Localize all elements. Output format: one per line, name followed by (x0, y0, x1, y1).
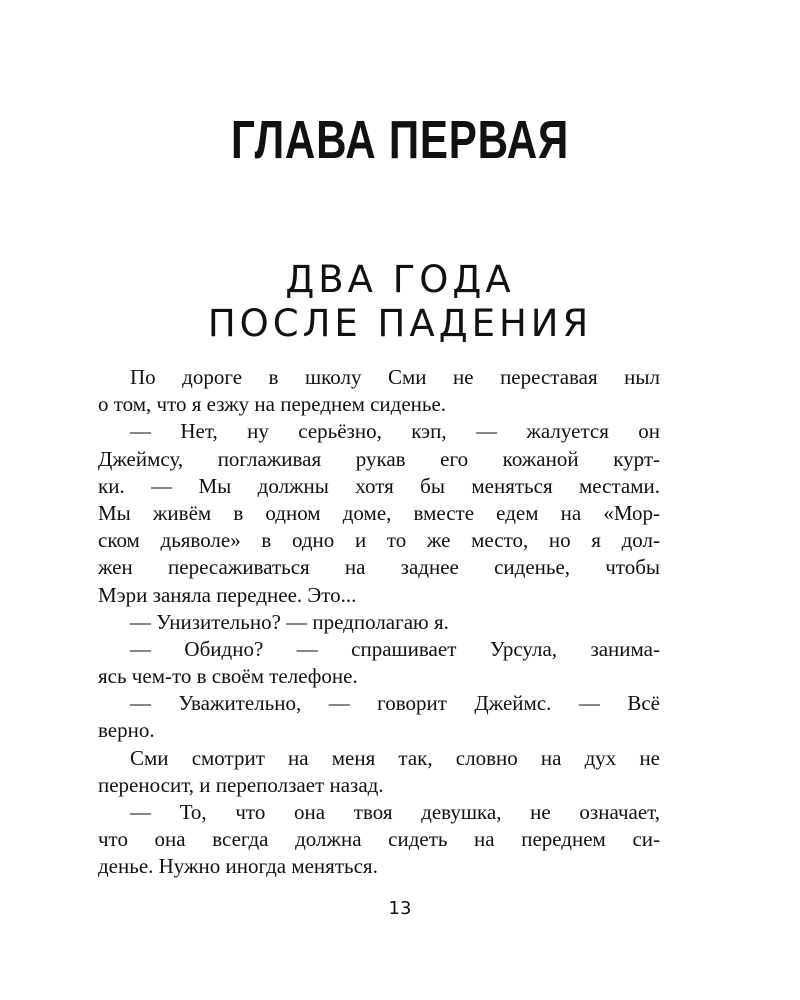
text-line: жен пересаживаться на заднее сиденье, чтобы (98, 555, 660, 580)
text-line: — Уважительно, — говорит Джеймс. — Всё (130, 691, 660, 716)
text-line: Мэри заняла переднее. Это... (98, 582, 357, 607)
text-line: ском дьяволе» в одно и то же место, но я дол- (98, 528, 660, 553)
text-line: переносит, и переползает назад. (98, 772, 384, 797)
subtitle-line-2: ПОСЛЕ ПАДЕНИЯ (207, 302, 593, 345)
chapter-title: ГЛАВА ПЕРВАЯ (230, 110, 570, 170)
page-number: 13 (388, 898, 412, 919)
subtitle-line-1: ДВА ГОДА (285, 258, 515, 301)
text-line: — Унизительно? — предполагаю я. (130, 609, 449, 634)
text-line: — Нет, ну серьёзно, кэп, — жалуется он (130, 419, 660, 444)
text-line: По дороге в школу Сми не переставая ныл (130, 365, 660, 389)
text-line: денье. Нужно иногда меняться. (98, 854, 378, 879)
text-line: Джеймсу, поглаживая рукав его кожаной курт- (98, 446, 660, 471)
text-line: Сми смотрит на меня так, словно на дух не (130, 745, 660, 770)
text-line: ясь чем-то в своём телефоне. (98, 664, 358, 689)
body-text (98, 364, 660, 881)
text-line: ки. — Мы должны хотя бы меняться местами. (98, 473, 660, 498)
text-line: верно. (98, 718, 155, 743)
text-line: Мы живём в одном доме, вместе едем на «Мор- (98, 500, 660, 525)
chapter-subtitle (0, 258, 800, 346)
text-line: что она всегда должна сидеть на переднем си- (98, 827, 660, 852)
text-line: — Обидно? — спрашивает Урсула, занима- (130, 636, 660, 661)
text-line: — То, что она твоя девушка, не означает, (130, 800, 660, 824)
text-line: о том, что я езжу на переднем сиденье. (98, 392, 447, 417)
